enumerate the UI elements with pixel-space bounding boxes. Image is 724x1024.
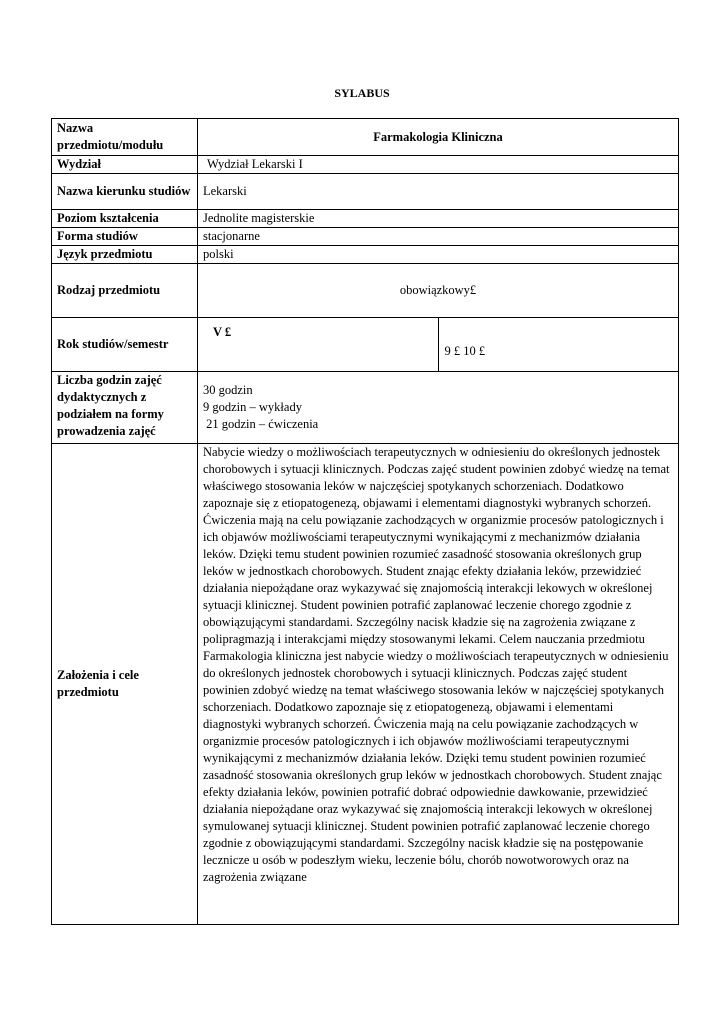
- document-title: SYLABUS: [334, 86, 390, 100]
- row-rodzaj: [52, 264, 679, 318]
- row-forma: [52, 228, 679, 246]
- value-rok-semester: 9 £ 10 £: [438, 318, 679, 372]
- value-nazwa: Farmakologia Kliniczna: [198, 119, 679, 156]
- label-wydzial: Wydział: [52, 156, 198, 174]
- label-zalozenia: Założenia i cele przedmiotu: [52, 444, 198, 925]
- value-rodzaj: obowiązkowy£: [198, 264, 679, 318]
- label-kierunek: Nazwa kierunku studiów: [52, 174, 198, 210]
- value-jezyk: polski: [198, 246, 679, 264]
- label-forma: Forma studiów: [52, 228, 198, 246]
- label-jezyk: Język przedmiotu: [52, 246, 198, 264]
- label-rok: Rok studiów/semestr: [52, 318, 198, 372]
- godziny-total: 30 godzin: [203, 383, 253, 397]
- godziny-wyklady: 9 godzin – wykłady: [203, 400, 302, 414]
- row-godziny: [52, 372, 679, 444]
- label-godziny: Liczba godzin zajęć dydaktycznych z podziałem na formy prowadzenia zajęć: [52, 372, 198, 444]
- syllabus-table: [51, 118, 679, 925]
- row-wydzial: [52, 156, 679, 174]
- value-kierunek: Lekarski: [198, 174, 679, 210]
- value-wydzial: Wydział Lekarski I: [198, 156, 679, 174]
- row-rok: [52, 318, 679, 372]
- label-rodzaj: Rodzaj przedmiotu: [52, 264, 198, 318]
- row-zalozenia: [52, 444, 679, 925]
- row-kierunek: [52, 174, 679, 210]
- label-poziom: Poziom kształcenia: [52, 210, 198, 228]
- row-poziom: [52, 210, 679, 228]
- value-godziny: [198, 372, 679, 444]
- godziny-cwiczenia: 21 godzin – ćwiczenia: [203, 417, 319, 431]
- row-nazwa: [52, 119, 679, 156]
- value-forma: stacjonarne: [198, 228, 679, 246]
- value-poziom: Jednolite magisterskie: [198, 210, 679, 228]
- label-nazwa: Nazwa przedmiotu/modułu: [52, 119, 198, 156]
- value-rok-year: V £: [198, 318, 439, 372]
- value-zalozenia: Nabycie wiedzy o możliwościach terapeutycznych w odniesieniu do określonych jednostek chorobowych i sytuacji klinicznych. Podczas zajęć student powinien zdobyć wiedzę na temat właściwego stosowania leków w najczęściej spotykanych schorzeniach. Dodatkowo zapoznaje się z etiopatogenezą, objawami i elementami diagnostyki wybranych schorzeń. Ćwiczenia mają na celu powiązanie zachodzących w organizmie procesów patologicznych i ich objawów możliwościami terapeutycznymi wynikającymi z mechanizmów działania leków. Dzięki temu student powinien rozumieć zasadność stosowania określonych grup leków w jednostkach chorobowych. Student znając efekty działania leków, przewidzieć działania niepożądane oraz wykazywać się znajomością interakcji lekowych w określonej sytuacji klinicznej. Student powinien potrafić zaplanować leczenie chorego zgodnie z obowiązującymi standardami. Szczególny nacisk kładzie się na zagrożenia związane z polipragmazją i interakcjami między stosowanymi lekami. Celem nauczania przedmiotu Farmakologia kliniczna jest nabycie wiedzy o możliwościach terapeutycznych w odniesieniu do określonych jednostek chorobowych i sytuacji klinicznych. Podczas zajęć student powinien zdobyć wiedzę na temat właściwego stosowania leków w najczęściej spotykanych schorzeniach. Dodatkowo zapoznaje się z etiopatogenezą, objawami i elementami diagnostyki wybranych schorzeń. Ćwiczenia mają na celu powiązanie zachodzących w organizmie procesów patologicznych i ich objawów możliwościami terapeutycznymi wynikającymi z mechanizmów działania leków. Dzięki temu student powinien rozumieć zasadność stosowania określonych grup leków w jednostkach chorobowych. Student znając efekty działania leków, powinien potrafić dobrać odpowiednie dawkowanie, przewidzieć działania niepożądane oraz wykazywać się znajomością interakcji lekowych w określonej symulowanej sytuacji klinicznej. Student powinien potrafić zaplanować leczenie chorego zgodnie z obowiązującymi standardami. Szczególny nacisk kładzie się na postępowanie lecznicze u osób w podeszłym wieku, leczenie bólu, chorób nowotworowych oraz na zagrożenia związane: [198, 444, 679, 925]
- row-jezyk: [52, 246, 679, 264]
